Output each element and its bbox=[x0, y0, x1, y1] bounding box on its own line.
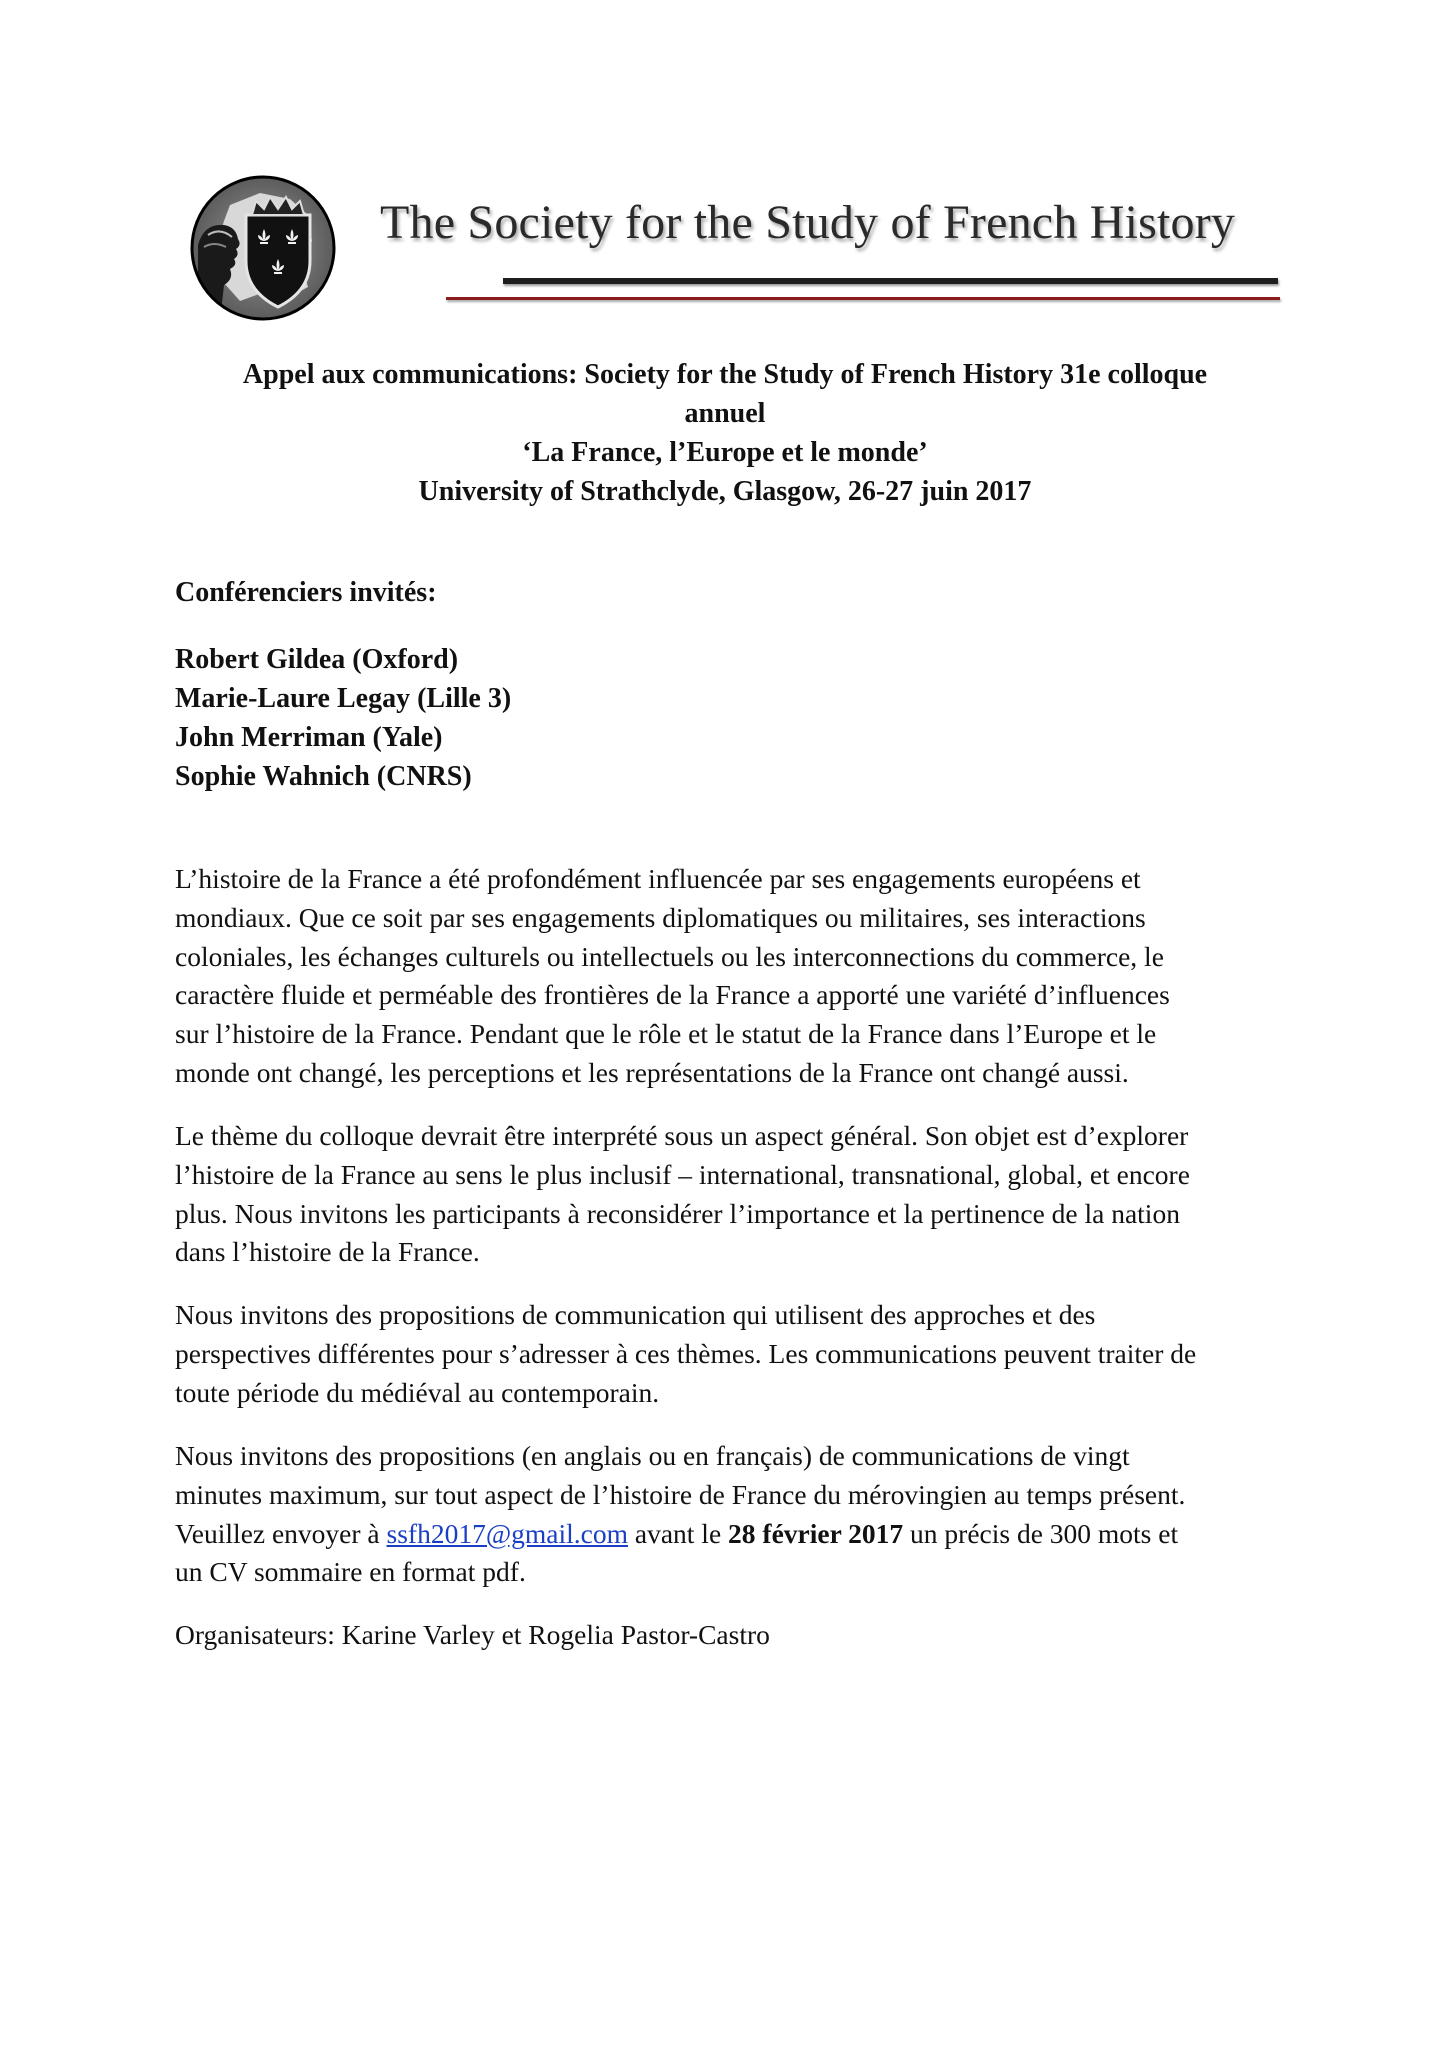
email-link[interactable]: ssfh2017@gmail.com bbox=[386, 1517, 628, 1549]
society-name: The Society for the Study of French History bbox=[380, 196, 1236, 249]
submission-text: avant le bbox=[628, 1517, 729, 1549]
deadline-date: 28 février 2017 bbox=[728, 1517, 904, 1549]
paragraph-line: Nous invitons des propositions de communication qui utilisent des approches et des bbox=[175, 1299, 1096, 1330]
paragraph-line: L’histoire de la France a été profondément influencée par ses engagements européens et bbox=[175, 863, 1141, 894]
paragraph-line: caractère fluide et perméable des frontières de la France a apporté une variété d’influences bbox=[175, 979, 1170, 1011]
title-line-2: annuel bbox=[684, 398, 766, 429]
speakers-list bbox=[175, 640, 511, 796]
speaker-item: Robert Gildea (Oxford) bbox=[175, 644, 459, 675]
paragraph-line: un CV sommaire en format pdf. bbox=[175, 1556, 526, 1588]
submission-text: un précis de 300 mots et bbox=[903, 1517, 1179, 1549]
paragraph-line: minutes maximum, sur tout aspect de l’histoire de France du mérovingien au temps présent. bbox=[175, 1478, 1186, 1510]
paragraph-line: plus. Nous invitons les participants à reconsidérer l’importance et la pertinence de la nation bbox=[175, 1197, 1180, 1229]
letterhead bbox=[190, 175, 1280, 310]
paragraph-line: coloniales, les échanges culturels ou intellectuels ou les interconnections du commerce, le bbox=[175, 940, 1164, 972]
paragraph-line: dans l’histoire de la France. bbox=[175, 1236, 480, 1268]
paragraph-context bbox=[175, 860, 1285, 1093]
paragraph-submission bbox=[175, 1437, 1285, 1592]
paragraph-approaches bbox=[175, 1296, 1285, 1412]
society-crest-icon bbox=[190, 175, 336, 321]
document-title bbox=[175, 355, 1275, 511]
speakers-heading: Conférenciers invités: bbox=[175, 577, 437, 608]
paragraph-line: perspectives différentes pour s’adresser à ces thèmes. Les communications peuvent traiter de bbox=[175, 1337, 1197, 1369]
paragraph-line: mondiaux. Que ce soit par ses engagements diplomatiques ou militaires, ses interactions bbox=[175, 901, 1146, 933]
submission-text: Veuillez envoyer à bbox=[175, 1517, 387, 1549]
paragraph-line: Le thème du colloque devrait être interprété sous un aspect général. Son objet est d’explorer bbox=[175, 1120, 1189, 1151]
speaker-item: Sophie Wahnich (CNRS) bbox=[175, 761, 472, 792]
speaker-item: Marie-Laure Legay (Lille 3) bbox=[175, 683, 512, 714]
paragraph-line: l’histoire de la France au sens le plus inclusif – international, transnational, global, et encore bbox=[175, 1158, 1190, 1190]
paragraph-line: Nous invitons des propositions (en anglais ou en français) de communications de vingt bbox=[175, 1440, 1130, 1471]
header-rule-dark bbox=[503, 278, 1278, 284]
header-rule-red bbox=[446, 297, 1280, 300]
paragraph-line: monde ont changé, les perceptions et les représentations de la France ont changé aussi. bbox=[175, 1056, 1129, 1088]
title-line-3: ‘La France, l’Europe et le monde’ bbox=[522, 437, 928, 468]
paragraph-line: toute période du médiéval au contemporain. bbox=[175, 1376, 660, 1408]
organisers-line: Organisateurs: Karine Varley et Rogelia Pastor-Castro bbox=[175, 1619, 770, 1650]
paragraph-theme bbox=[175, 1117, 1285, 1272]
paragraph-line: sur l’histoire de la France. Pendant que le rôle et le statut de la France dans l’Europe et le bbox=[175, 1018, 1157, 1050]
paragraph-organisers bbox=[175, 1616, 1285, 1655]
paragraph-line bbox=[175, 1515, 1285, 1554]
speaker-item: John Merriman (Yale) bbox=[175, 722, 443, 753]
title-line-1: Appel aux communications: Society for the Study of French History 31e colloque bbox=[242, 359, 1208, 390]
title-line-4: University of Strathclyde, Glasgow, 26-27 juin 2017 bbox=[418, 476, 1032, 507]
